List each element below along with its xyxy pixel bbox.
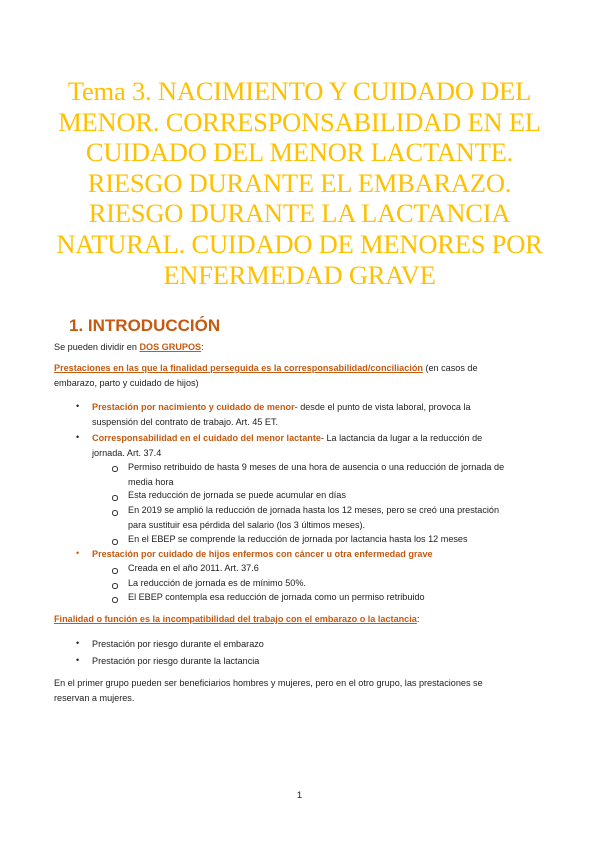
document-title: Tema 3. NACIMIENTO Y CUIDADO DEL MENOR. CORRESPONSABILIDAD EN EL CUIDADO DEL MENOR LACTANTE. RIESGO DURANTE EL EMBARAZO. RIESGO DURANTE LA LACTANCIA NATURAL. CUIDADO DE MENORES POR ENFERMEDAD GRAVE: [56, 76, 543, 290]
list-item: Corresponsabilidad en el cuidado del menor lactante- La lactancia da lugar a la reducción de jornada. Art. 37.4: [92, 433, 483, 459]
bullet-dot: •: [76, 638, 80, 648]
section-heading: [69, 316, 220, 336]
sub-bullet-circle: [112, 583, 118, 589]
closing-paragraph: En el primer grupo pueden ser beneficiarios hombres y mujeres, pero en el otro grupo, las prestaciones se reservan a mujeres.: [54, 678, 483, 704]
sub-bullet-circle: [112, 510, 118, 516]
list-item: Prestación por riesgo durante la lactancia: [92, 656, 260, 666]
sub-bullet-circle: [112, 597, 118, 603]
sub-list-item: El EBEP contempla esa reducción de jornada como un permiso retribuido: [128, 592, 425, 602]
sub-list-item: La reducción de jornada es de mínimo 50%.: [128, 578, 306, 588]
intro-emphasis: DOS GRUPOS: [139, 342, 202, 352]
sub-bullet-circle: [112, 539, 118, 545]
sub-bullet-circle: [112, 568, 118, 574]
list-item: Prestación por nacimiento y cuidado de menor- desde el punto de vista laboral, provoca la suspensión del contrato de trabajo. Art. 45 ET.: [92, 402, 471, 428]
group2-heading: Finalidad o función es la incompatibilidad del trabajo con el embarazo o la lactancia:: [54, 614, 420, 624]
list-item: Prestación por riesgo durante el embarazo: [92, 639, 264, 649]
bullet-dot: •: [76, 432, 80, 442]
bullet-dot: •: [76, 655, 80, 665]
bullet-dot: •: [76, 548, 80, 558]
sub-bullet-circle: [112, 495, 118, 501]
section-number: 1.: [69, 316, 84, 335]
bullet-dot: •: [76, 401, 80, 411]
intro-paragraph: Se pueden dividir en DOS GRUPOS:: [54, 342, 204, 352]
sub-list-item: Creada en el año 2011. Art. 37.6: [128, 563, 259, 573]
sub-list-item: Esta reducción de jornada se puede acumular en días: [128, 490, 346, 500]
sub-list-item: En el EBEP se comprende la reducción de jornada por lactancia hasta los 12 meses: [128, 534, 468, 544]
page-number: 1: [296, 790, 303, 801]
sub-list-item: En 2019 se amplió la reducción de jornada hasta los 12 meses, pero se creó una prestación para sustituir esa pérdida del salario (los 3 últimos meses).: [128, 505, 500, 531]
sub-bullet-circle: [112, 466, 118, 472]
section-title: INTRODUCCIÓN: [87, 316, 221, 335]
list-item: Prestación por cuidado de hijos enfermos con cáncer u otra enfermedad grave: [92, 549, 433, 559]
sub-list-item: Permiso retribuido de hasta 9 meses de una hora de ausencia o una reducción de jornada de media hora: [128, 462, 505, 488]
group1-heading: Prestaciones en las que la finalidad perseguida es la corresponsabilidad/conciliación (en casos de embarazo, parto y cuidado de hijos): [54, 363, 478, 389]
